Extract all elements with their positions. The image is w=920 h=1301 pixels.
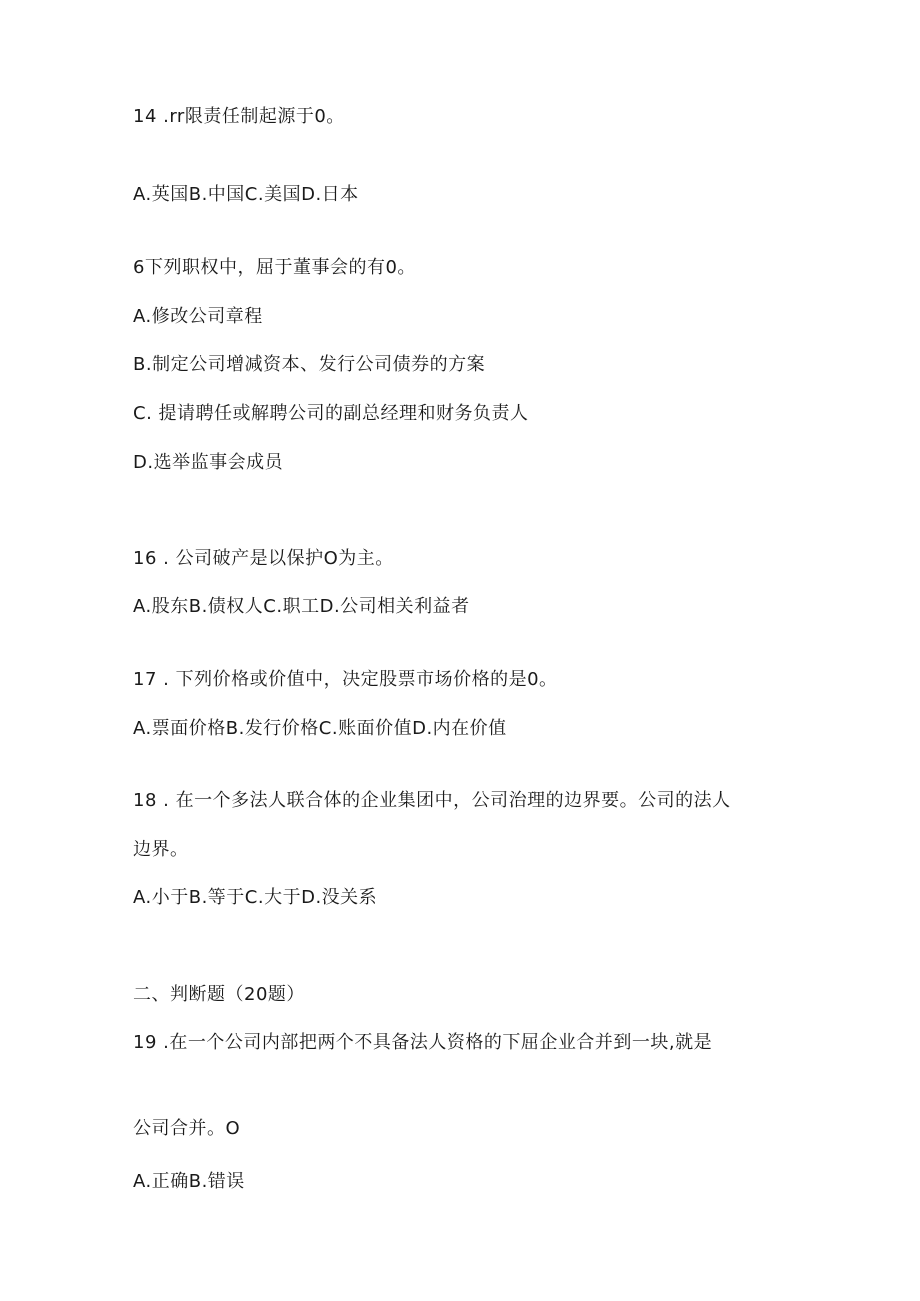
question-15-option-b: B.制定公司增减资本、发行公司债券的方案 <box>133 354 486 375</box>
question-19-options: A.正确B.错误 <box>133 1171 245 1192</box>
question-18-stem: 18 . 在一个多法人联合体的企业集团中，公司治理的边界要。公司的法人 <box>133 790 731 811</box>
question-15-stem: 6下列职权中，屈于董事会的有0。 <box>133 257 416 278</box>
question-14-options: A.英国B.中国C.美国D.日本 <box>133 184 359 205</box>
question-18-options: A.小于B.等于C.大于D.没关系 <box>133 887 378 908</box>
question-15-option-c: C. 提请聘任或解聘公司的副总经理和财务负责人 <box>133 403 529 424</box>
section-heading: 二、判断题（20题） <box>133 984 305 1005</box>
question-15-option-d: D.选举监事会成员 <box>133 452 284 473</box>
question-14-stem: 14 .rr限责任制起源于0。 <box>133 106 345 127</box>
question-17-stem: 17 . 下列价格或价值中，决定股票市场价格的是0。 <box>133 669 558 690</box>
question-19-stem-continued: 公司合并。O <box>133 1118 241 1139</box>
question-18-stem-continued: 边界。 <box>133 839 189 860</box>
question-16-stem: 16 . 公司破产是以保护O为主。 <box>133 548 394 569</box>
question-19-stem: 19 .在一个公司内部把两个不具备法人资格的下屈企业合并到一块,就是 <box>133 1032 713 1053</box>
question-15-option-a: A.修改公司章程 <box>133 306 263 327</box>
question-17-options: A.票面价格B.发行价格C.账面价值D.内在价值 <box>133 718 507 739</box>
question-16-options: A.股东B.债权人C.职工D.公司相关利益者 <box>133 596 470 617</box>
